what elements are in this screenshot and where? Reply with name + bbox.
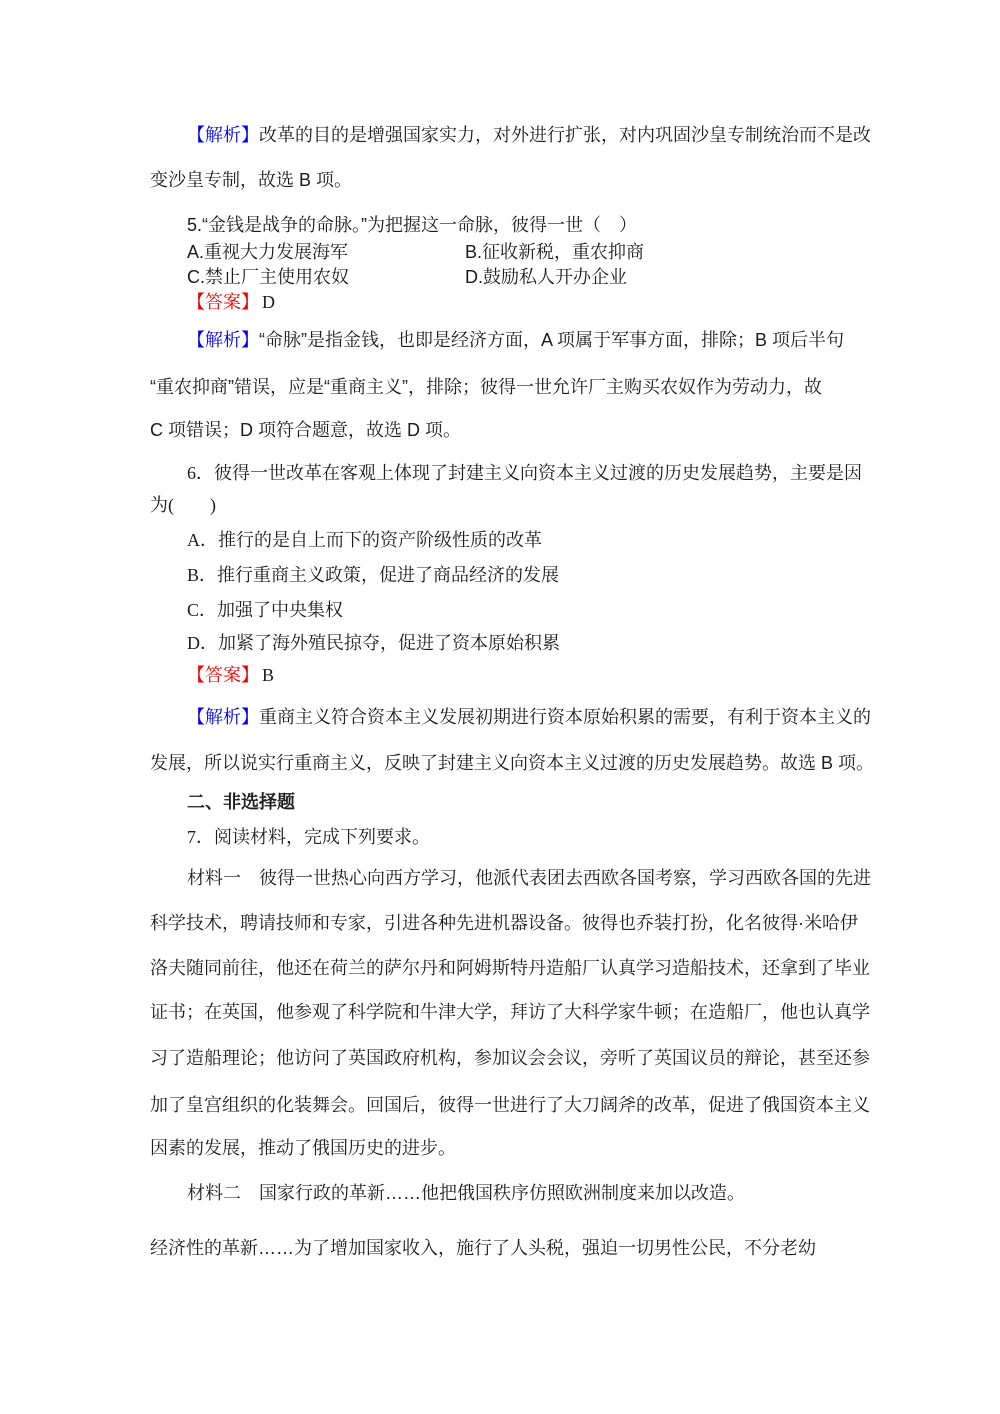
question-6-stem-line: 6．彼得一世改革在客观上体现了封建主义向资本主义过渡的历史发展趋势，主要是因 bbox=[187, 463, 862, 483]
material-2-line: 经济性的革新……为了增加国家收入，施行了人头税，强迫一切男性公民，不分老幼 bbox=[150, 1238, 816, 1258]
analysis-label: 【解析】 bbox=[187, 330, 259, 350]
analysis-text: 改革的目的是增强国家实力，对外进行扩张，对内巩固沙皇专制统治而不是改 bbox=[259, 125, 871, 145]
material-1-line: 材料一 彼得一世热心向西方学习，他派代表团去西欧各国考察，学习西欧各国的先进 bbox=[187, 868, 871, 888]
material-1-line: 证书；在英国，他参观了科学院和牛津大学，拜访了大科学家牛顿；在造船厂，他也认真学 bbox=[150, 1002, 870, 1022]
question-6-option-c: C．加强了中央集权 bbox=[187, 600, 344, 620]
analysis-label: 【解析】 bbox=[187, 707, 259, 727]
answer-label: 【答案】 bbox=[187, 665, 259, 685]
question-6-answer-line bbox=[187, 662, 274, 688]
question-5-answer-line bbox=[187, 289, 275, 315]
analysis-paragraph-line: 变沙皇专制，故选 B 项。 bbox=[150, 170, 353, 190]
answer-label: 【答案】 bbox=[187, 292, 259, 312]
analysis-label: 【解析】 bbox=[187, 125, 259, 145]
question-5-option-c: C.禁止厂主使用农奴 bbox=[187, 267, 349, 287]
analysis-paragraph-line: C 项错误；D 项符合题意，故选 D 项。 bbox=[150, 420, 461, 440]
question-5-option-d: D.鼓励私人开办企业 bbox=[465, 267, 627, 287]
analysis-paragraph-line bbox=[187, 327, 844, 353]
analysis-paragraph-line bbox=[187, 122, 871, 148]
question-5-option-b: B.征收新税，重农抑商 bbox=[465, 242, 645, 262]
question-6-option-d: D．加紧了海外殖民掠夺，促进了资本原始积累 bbox=[187, 633, 560, 653]
question-7-intro: 7．阅读材料，完成下列要求。 bbox=[187, 827, 430, 847]
question-5-stem: 5.“金钱是战争的命脉。”为把握这一命脉，彼得一世（ ） bbox=[187, 215, 637, 235]
material-1-line: 因素的发展，推动了俄国历史的进步。 bbox=[150, 1138, 456, 1158]
question-6-option-b: B．推行重商主义政策，促进了商品经济的发展 bbox=[187, 565, 560, 585]
analysis-text: 重商主义符合资本主义发展初期进行资本原始积累的需要，有利于资本主义的 bbox=[259, 707, 871, 727]
question-6-option-a: A．推行的是自上而下的资产阶级性质的改革 bbox=[187, 530, 542, 550]
answer-letter: B bbox=[262, 665, 275, 685]
answer-letter: D bbox=[262, 292, 275, 312]
analysis-text: “命脉”是指金钱，也即是经济方面，A 项属于军事方面，排除；B 项后半句 bbox=[259, 330, 845, 350]
section-heading: 二、非选择题 bbox=[187, 792, 295, 812]
analysis-paragraph-line bbox=[187, 704, 871, 730]
question-5-option-a: A.重视大力发展海军 bbox=[187, 242, 349, 262]
material-2-line: 材料二 国家行政的革新……他把俄国秩序仿照欧洲制度来加以改造。 bbox=[187, 1183, 745, 1203]
analysis-paragraph-line: 发展，所以说实行重商主义，反映了封建主义向资本主义过渡的历史发展趋势。故选 B 项。 bbox=[150, 753, 875, 773]
material-1-line: 加了皇宫组织的化装舞会。回国后，彼得一世进行了大刀阔斧的改革，促进了俄国资本主义 bbox=[150, 1095, 870, 1115]
material-1-line: 习了造船理论；他访问了英国政府机构，参加议会会议，旁听了英国议员的辩论，甚至还参 bbox=[150, 1048, 870, 1068]
material-1-line: 洛夫随同前往，他还在荷兰的萨尔丹和阿姆斯特丹造船厂认真学习造船技术，还拿到了毕业 bbox=[150, 958, 870, 978]
analysis-paragraph-line: “重农抑商”错误，应是“重商主义”，排除；彼得一世允许厂主购买农奴作为劳动力，故 bbox=[150, 377, 822, 397]
question-6-stem-line: 为( ) bbox=[150, 495, 216, 515]
material-1-line: 科学技术，聘请技师和专家，引进各种先进机器设备。彼得也乔装打扮，化名彼得·米哈伊 bbox=[150, 913, 858, 933]
